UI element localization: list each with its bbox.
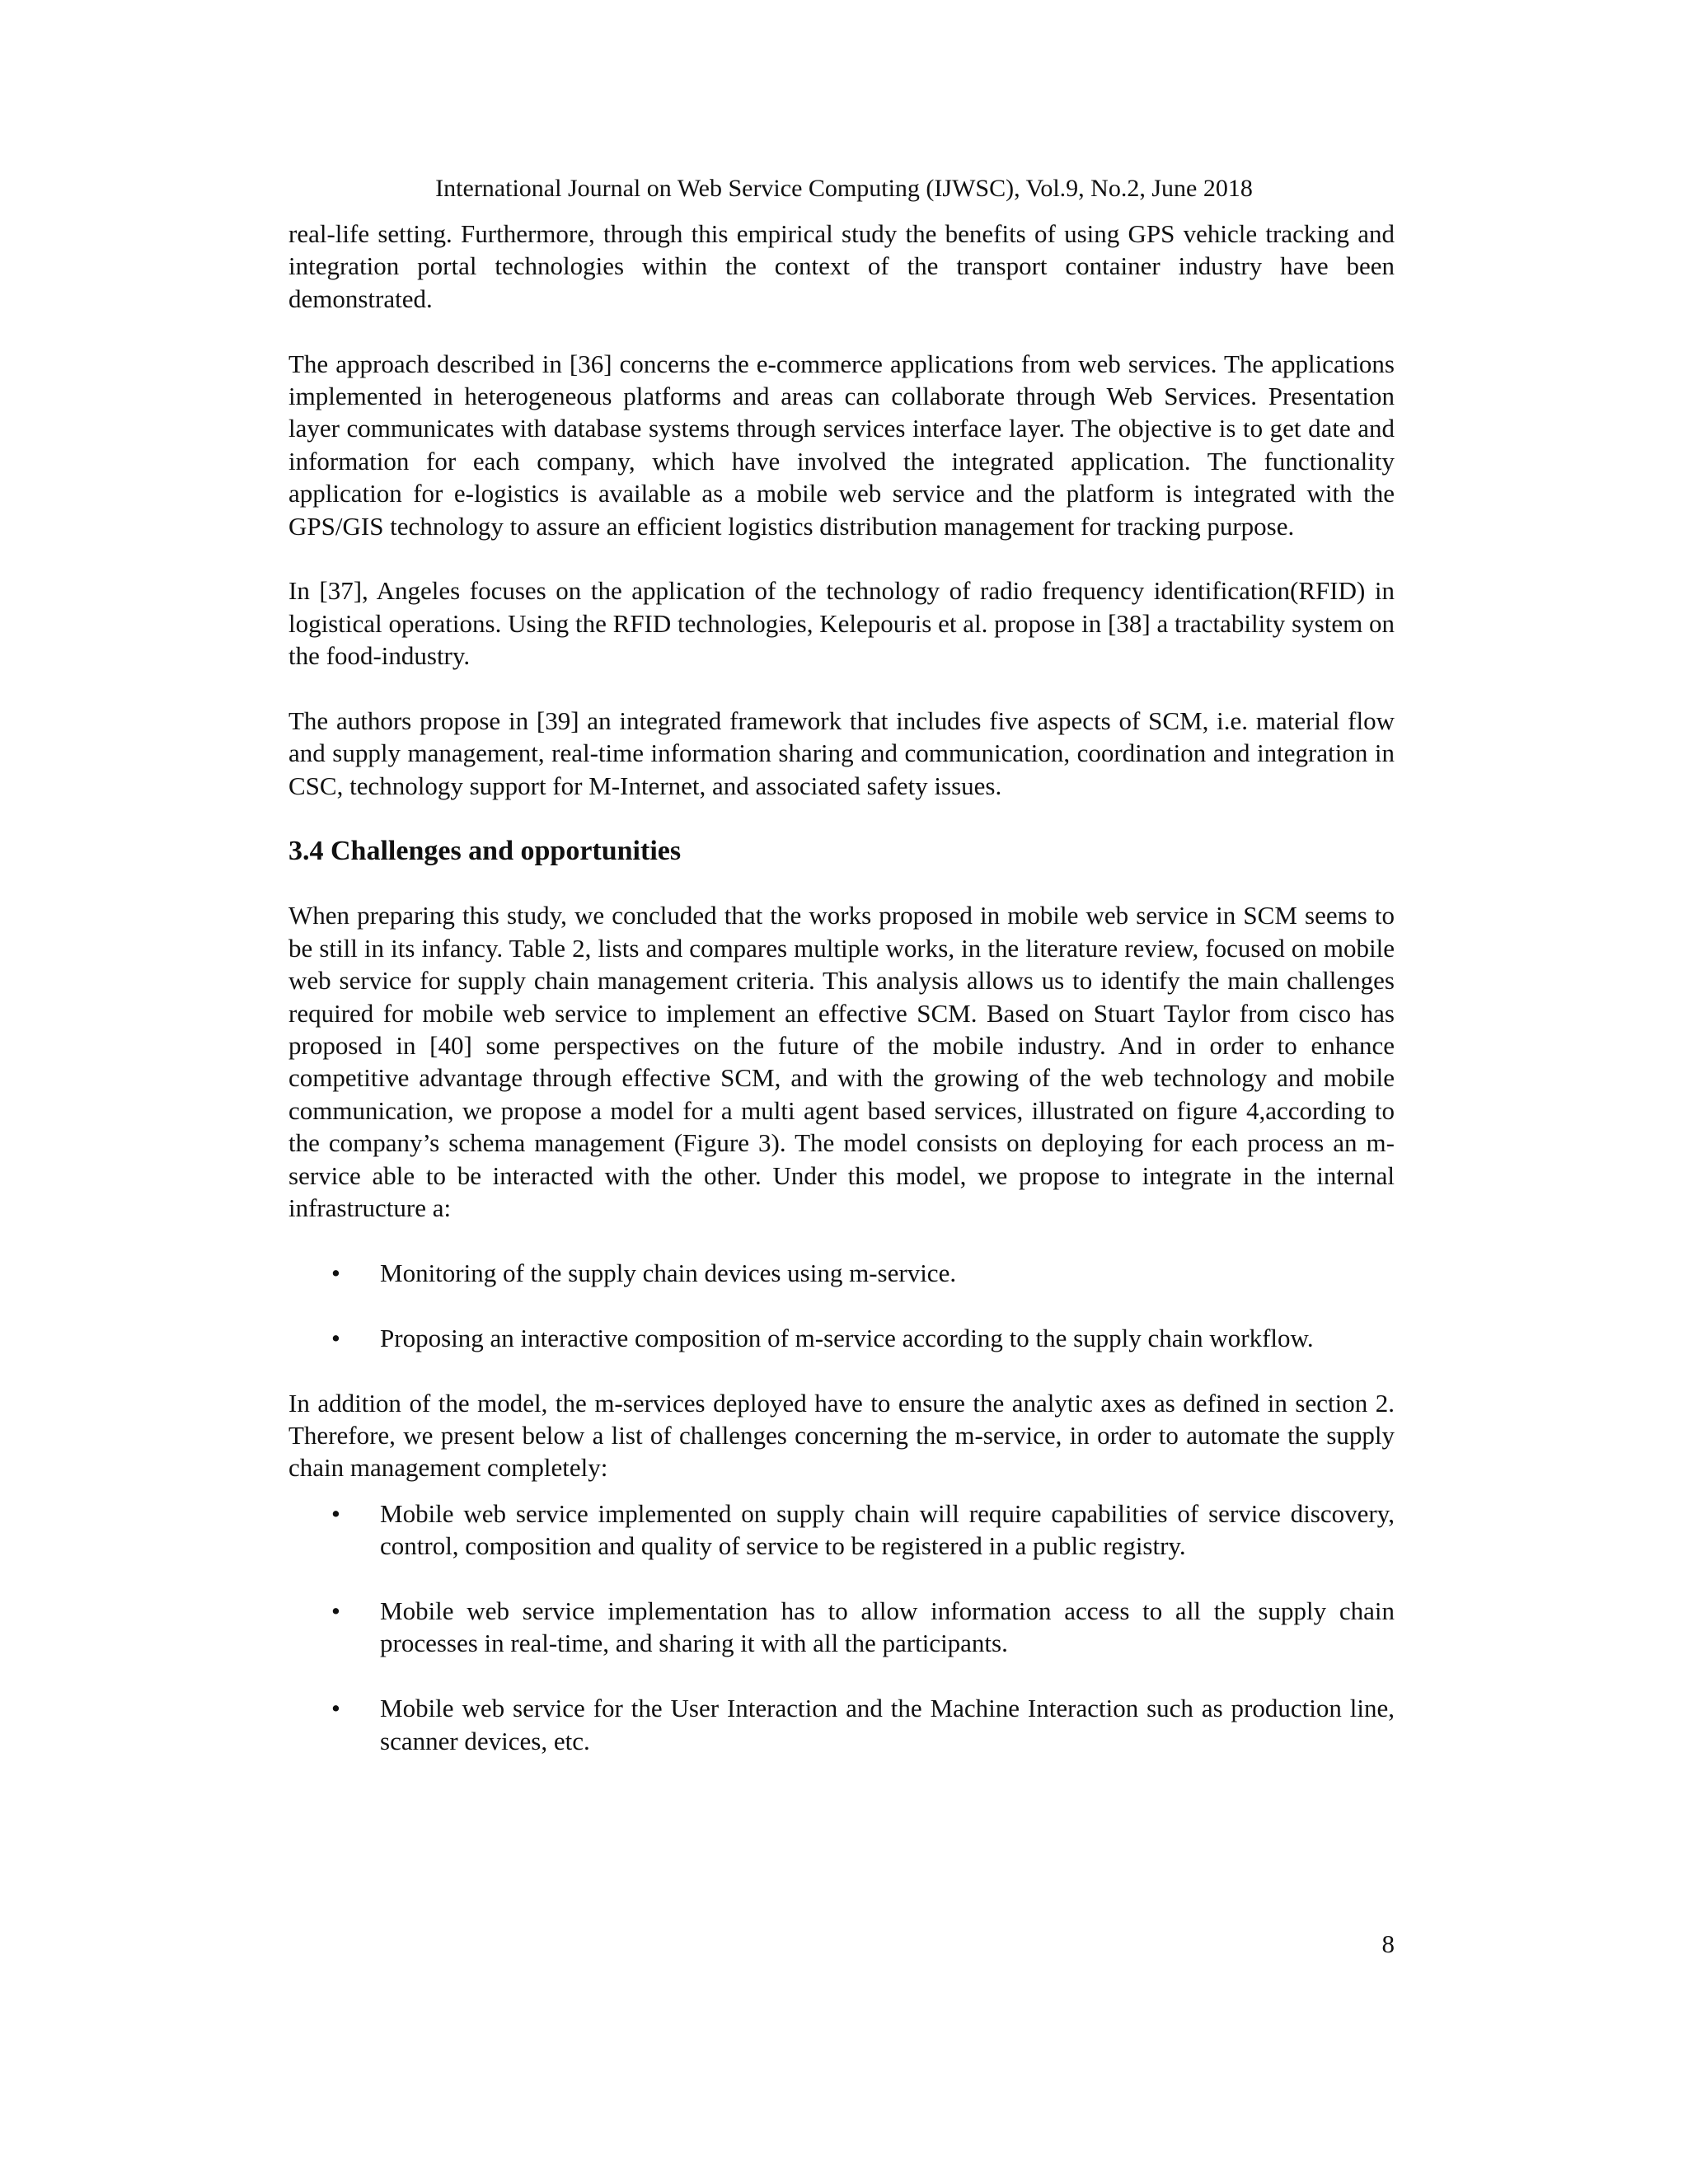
list-item bbox=[288, 1497, 1395, 1563]
list-item-text: Mobile web service for the User Interaction and the Machine Interaction such as production line, scanner devices, etc. bbox=[380, 1694, 1395, 1755]
bullet-icon: • bbox=[331, 1596, 340, 1625]
page-number: 8 bbox=[1381, 1929, 1395, 1958]
list-item bbox=[288, 1257, 1395, 1289]
bullet-icon: • bbox=[331, 1258, 340, 1287]
bullet-icon: • bbox=[331, 1498, 340, 1528]
list-item-text: Monitoring of the supply chain devices using m-service. bbox=[380, 1258, 957, 1287]
section-heading: 3.4 Challenges and opportunities bbox=[288, 835, 682, 866]
running-header: International Journal on Web Service Computing (IJWSC), Vol.9, No.2, June 2018 bbox=[435, 175, 1253, 202]
list-item-text: Mobile web service implementation has to allow information access to all the supply chain processes in real-time, and sharing it with all the participants. bbox=[380, 1596, 1395, 1658]
paragraph-challenges-intro: When preparing this study, we concluded that the works proposed in mobile web service in SCM seems to be still in its infancy. Table 2, lists and compares multiple works, in the literature review, focused on mobile web service for supply chain management criteria. This analysis allows us to identify the main challenges required for mobile web service to implement an effective SCM. Based on Stuart Taylor from cisco has proposed in [40] some perspectives on the future of the mobile industry. And in order to enhance competitive advantage through effective SCM, and with the growing of the web technology and mobile communication, we propose a model for a multi agent based services, illustrated on figure 4,according to the company’s schema management (Figure 3). The model consists on deploying for each process an m-service able to be interacted with the other. Under this model, we propose to integrate in the internal infrastructure a: bbox=[288, 901, 1395, 1223]
bullet-list-challenges bbox=[288, 1497, 1395, 1757]
bullet-list-model bbox=[288, 1257, 1395, 1354]
list-item-text: Proposing an interactive composition of m-service according to the supply chain workflow. bbox=[380, 1323, 1314, 1352]
bullet-icon: • bbox=[331, 1323, 340, 1352]
paragraph-ecommerce-approach: The approach described in [36] concerns the e-commerce applications from web services. The applications implemented in heterogeneous platforms and areas can collaborate through Web Services. Presentation layer communicates with database systems through services interface layer. The objective is to get date and information for each company, which have involved the integrated application. The functionality application for e-logistics is available as a mobile web service and the platform is integrated with the GPS/GIS technology to assure an efficient logistics distribution management for tracking purpose. bbox=[288, 349, 1395, 541]
page-body bbox=[288, 218, 1395, 1789]
paragraph-rfid: In [37], Angeles focuses on the application of the technology of radio frequency identification(RFID) in logistical operations. Using the RFID technologies, Kelepouris et al. propose in [38] a tractability system on the food-industry. bbox=[288, 576, 1395, 671]
list-item-text: Mobile web service implemented on supply chain will require capabilities of service discovery, control, composition and quality of service to be registered in a public registry. bbox=[380, 1498, 1395, 1561]
bullet-icon: • bbox=[331, 1694, 340, 1723]
paragraph-integrated-framework: The authors propose in [39] an integrated framework that includes five aspects of SCM, i.e. material flow and supply management, real-time information sharing and communication, coordination and integration in CSC, technology support for M-Internet, and associated safety issues. bbox=[288, 706, 1395, 800]
list-item bbox=[288, 1322, 1395, 1354]
paragraph-challenges-list-intro: In addition of the model, the m-services deployed have to ensure the analytic axes as defined in section 2. Therefore, we present below a list of challenges concerning the m-service, in order to automate the supply chain management completely: bbox=[288, 1388, 1395, 1483]
list-item bbox=[288, 1595, 1395, 1660]
list-item bbox=[288, 1692, 1395, 1757]
paragraph-gps-study: real-life setting. Furthermore, through this empirical study the benefits of using GPS vehicle tracking and integration portal technologies within the context of the transport container industry have been demonstrated. bbox=[288, 219, 1395, 313]
